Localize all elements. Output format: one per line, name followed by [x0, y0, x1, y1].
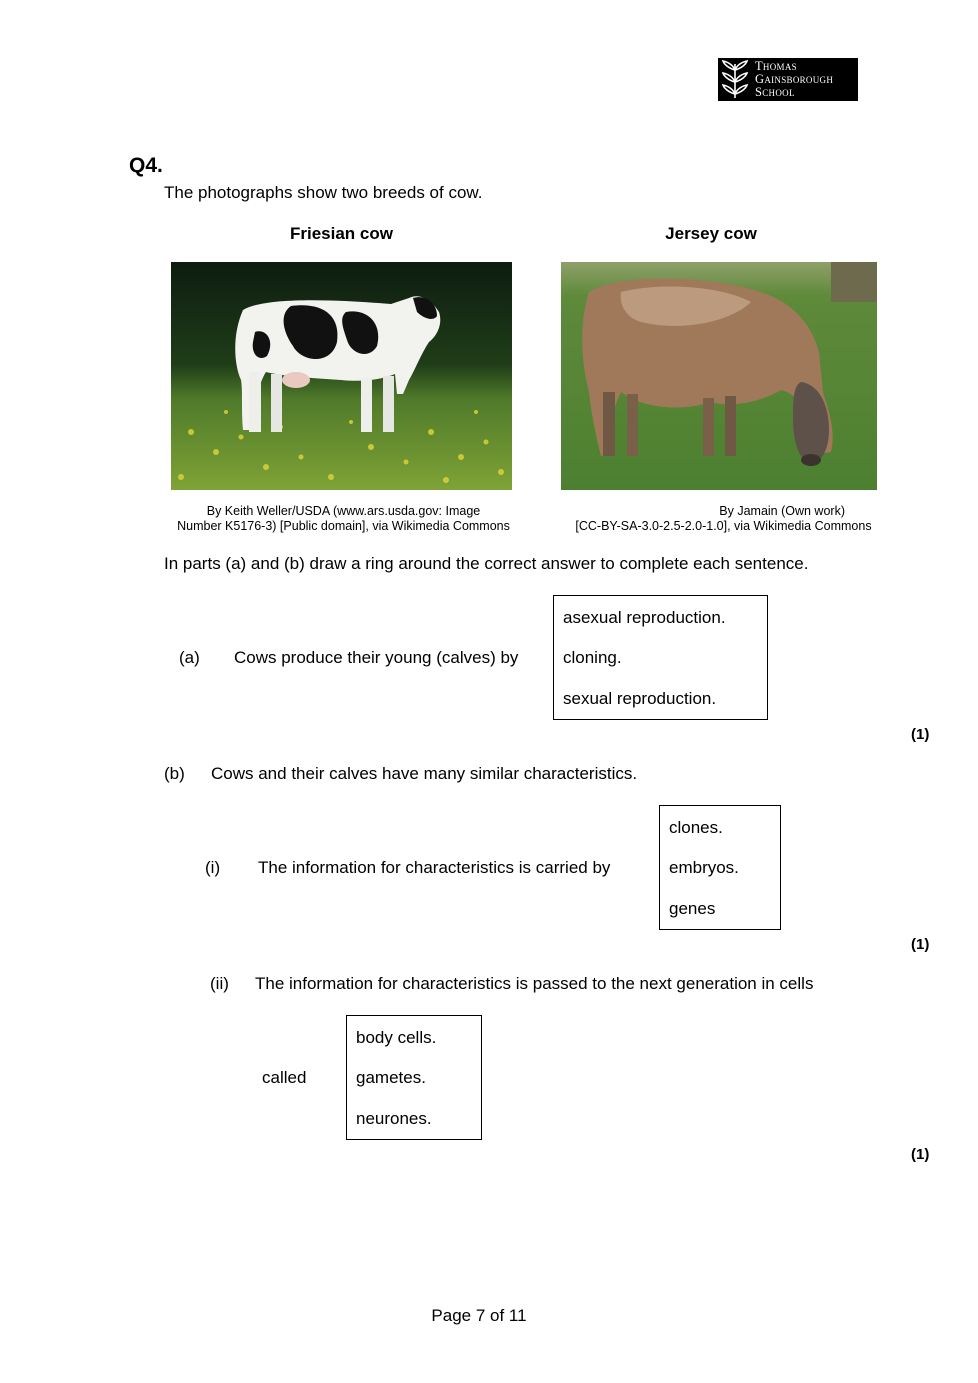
part-b-i-options-box — [659, 805, 781, 930]
part-a-option-3[interactable]: sexual reproduction. — [563, 689, 717, 708]
friesian-credit-line-2: Number K5176-3) [Public domain], via Wikimedia Commons — [177, 519, 510, 533]
friesian-cow-photo — [171, 262, 512, 490]
part-b-ii-marks: (1) — [911, 1146, 930, 1163]
jersey-caption: Jersey cow — [665, 224, 757, 243]
school-logo — [718, 58, 858, 101]
leaf-emblem-icon — [720, 60, 750, 99]
friesian-caption: Friesian cow — [290, 224, 393, 243]
part-a-option-2[interactable]: cloning. — [563, 648, 622, 667]
jersey-credit-line-1: By Jamain (Own work) — [719, 504, 845, 518]
jersey-cow-photo — [561, 262, 877, 490]
part-b-ii-option-2[interactable]: gametes. — [356, 1068, 426, 1087]
part-b-ii-options-box — [346, 1015, 482, 1140]
part-b-i-option-3[interactable]: genes — [669, 899, 716, 918]
jersey-credit — [561, 504, 886, 534]
logo-text — [755, 60, 833, 99]
instruction: In parts (a) and (b) draw a ring around the correct answer to complete each sentence. — [164, 554, 809, 573]
part-b-i-stem: The information for characteristics is carried by — [258, 858, 611, 877]
question-intro: The photographs show two breeds of cow. — [164, 183, 483, 202]
logo-line-1: Thomas — [755, 59, 797, 73]
part-a-options-box — [553, 595, 768, 720]
part-b-ii-label: (ii) — [210, 974, 229, 993]
part-b-i-option-1[interactable]: clones. — [669, 818, 723, 837]
part-b-ii-option-3[interactable]: neurones. — [356, 1109, 432, 1128]
jersey-credit-line-2: [CC-BY-SA-3.0-2.5-2.0-1.0], via Wikimedia Commons — [575, 519, 872, 533]
part-b-ii-stem-continued: called — [262, 1068, 307, 1087]
part-b-label: (b) — [164, 764, 185, 783]
part-b-i-label: (i) — [205, 858, 221, 877]
part-b-stem: Cows and their calves have many similar characteristics. — [211, 764, 638, 783]
part-a-label: (a) — [179, 648, 200, 667]
friesian-credit-line-1: By Keith Weller/USDA (www.ars.usda.gov: Image — [206, 504, 481, 518]
part-b-ii-option-1[interactable]: body cells. — [356, 1028, 437, 1047]
part-b-ii-stem: The information for characteristics is passed to the next generation in cells — [255, 974, 814, 993]
friesian-credit — [161, 504, 526, 534]
logo-line-3: School — [755, 85, 795, 99]
part-b-i-marks: (1) — [911, 936, 930, 953]
part-a-marks: (1) — [911, 726, 930, 743]
logo-line-2: Gainsborough — [755, 72, 834, 86]
question-number: Q4. — [129, 154, 163, 177]
page-number: Page 7 of 11 — [431, 1306, 527, 1325]
part-b-i-option-2[interactable]: embryos. — [669, 858, 739, 877]
part-a-stem: Cows produce their young (calves) by — [234, 648, 519, 667]
part-a-option-1[interactable]: asexual reproduction. — [563, 608, 726, 627]
